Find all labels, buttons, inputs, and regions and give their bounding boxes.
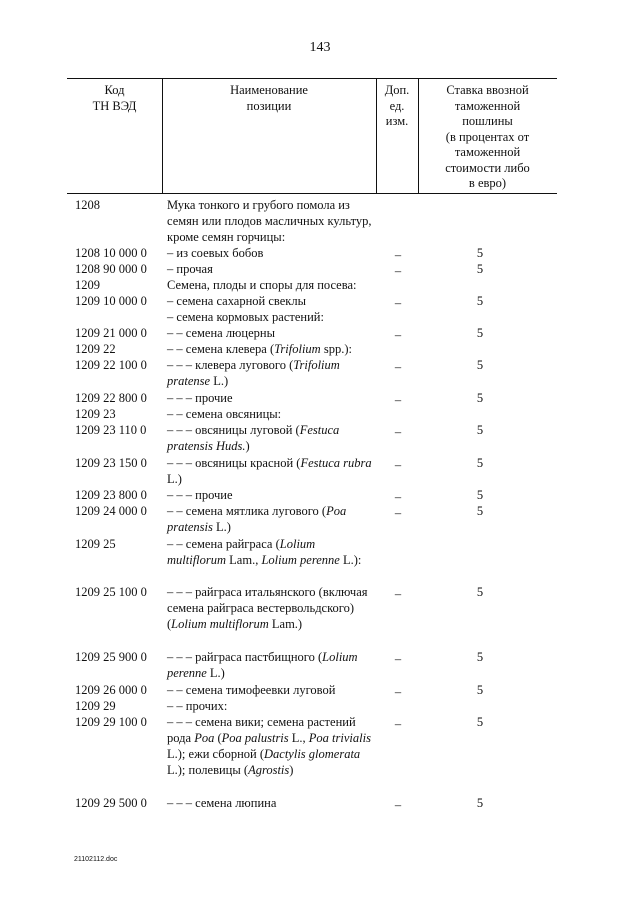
table-top-rule bbox=[67, 78, 557, 79]
row-unit: – bbox=[394, 264, 402, 278]
header-code: Код ТН ВЭД bbox=[92, 83, 137, 113]
row-rate: 5 bbox=[476, 796, 484, 810]
row-rate: 5 bbox=[476, 504, 484, 518]
row-unit: – bbox=[394, 490, 402, 504]
row-description: – – – овсяницы луговой (Festuca pratensis Huds.) bbox=[167, 423, 340, 453]
footer-filename: 21102112.doc bbox=[74, 856, 118, 863]
row-unit: – bbox=[394, 652, 402, 666]
row-code: 1209 29 100 0 bbox=[75, 715, 147, 729]
row-code: 1209 10 000 0 bbox=[75, 294, 147, 308]
row-code: 1209 bbox=[75, 278, 100, 292]
row-description: – – – клевера лугового (Trifolium pratense L.) bbox=[167, 358, 340, 388]
row-unit: – bbox=[394, 248, 402, 262]
row-description: – – семена тимофеевки луговой bbox=[167, 683, 336, 697]
row-rate: 5 bbox=[476, 326, 484, 340]
page-number: 143 bbox=[309, 40, 331, 55]
row-code: 1208 10 000 0 bbox=[75, 246, 147, 260]
row-description: Семена, плоды и споры для посева: bbox=[167, 278, 357, 292]
row-code: 1208 90 000 0 bbox=[75, 262, 147, 276]
row-unit: – bbox=[394, 587, 402, 601]
row-rate: 5 bbox=[476, 683, 484, 697]
row-description: – – – семена люпина bbox=[167, 796, 277, 810]
row-rate: 5 bbox=[476, 488, 484, 502]
row-code: 1209 22 100 0 bbox=[75, 358, 147, 372]
row-unit: – bbox=[394, 425, 402, 439]
row-code: 1209 22 800 0 bbox=[75, 391, 147, 405]
row-rate: 5 bbox=[476, 423, 484, 437]
row-unit: – bbox=[394, 360, 402, 374]
row-unit: – bbox=[394, 506, 402, 520]
row-code: 1209 25 900 0 bbox=[75, 650, 147, 664]
table-header-rule bbox=[67, 193, 557, 194]
row-description: – семена сахарной свеклы bbox=[167, 294, 306, 308]
row-code: 1209 25 bbox=[75, 537, 116, 551]
row-description: – – семена райграса (Lolium multiflorum Lam., Lolium perenne L.): bbox=[167, 537, 362, 567]
row-code: 1209 22 bbox=[75, 342, 116, 356]
row-code: 1209 29 bbox=[75, 699, 116, 713]
row-unit: – bbox=[394, 685, 402, 699]
row-description: – прочая bbox=[167, 262, 213, 276]
row-description: – – – прочие bbox=[167, 488, 233, 502]
row-description: – – – прочие bbox=[167, 391, 233, 405]
row-description: – – семена овсяницы: bbox=[167, 407, 282, 421]
row-unit: – bbox=[394, 717, 402, 731]
row-description: – – прочих: bbox=[167, 699, 228, 713]
row-rate: 5 bbox=[476, 246, 484, 260]
row-rate: 5 bbox=[476, 585, 484, 599]
row-code: 1209 26 000 0 bbox=[75, 683, 147, 697]
row-code: 1209 29 500 0 bbox=[75, 796, 147, 810]
row-unit: – bbox=[394, 393, 402, 407]
row-rate: 5 bbox=[476, 262, 484, 276]
row-code: 1209 25 100 0 bbox=[75, 585, 147, 599]
row-description: – семена кормовых растений: bbox=[167, 310, 324, 324]
row-description: – – семена мятлика лугового (Poa pratensis L.) bbox=[167, 504, 347, 534]
row-code: 1208 bbox=[75, 198, 100, 212]
row-code: 1209 24 000 0 bbox=[75, 504, 147, 518]
row-unit: – bbox=[394, 296, 402, 310]
row-code: 1209 21 000 0 bbox=[75, 326, 147, 340]
row-code: 1209 23 110 0 bbox=[75, 423, 147, 437]
row-description: – – – овсяницы красной (Festuca rubra L.) bbox=[167, 456, 372, 486]
row-rate: 5 bbox=[476, 391, 484, 405]
header-name: Наименование позиции bbox=[230, 83, 308, 113]
row-code: 1209 23 150 0 bbox=[75, 456, 147, 470]
row-description: – – семена люцерны bbox=[167, 326, 275, 340]
row-rate: 5 bbox=[476, 456, 484, 470]
row-description: – – – райграса пастбищного (Lolium perenne L.) bbox=[167, 650, 358, 680]
row-rate: 5 bbox=[476, 650, 484, 664]
row-rate: 5 bbox=[476, 358, 484, 372]
row-rate: 5 bbox=[476, 715, 484, 729]
header-unit: Доп. ед. изм. bbox=[384, 83, 410, 128]
row-description: – – – райграса итальянского (включая семена райграса вестервольдского) (Lolium multiflorum Lam.) bbox=[167, 585, 368, 631]
row-unit: – bbox=[394, 328, 402, 342]
row-code: 1209 23 bbox=[75, 407, 116, 421]
row-description: Мука тонкого и грубого помола из семян или плодов масличных культур, кроме семян горчицы: bbox=[167, 198, 372, 244]
row-description: – – – семена вики; семена растений рода Poa (Poa palustris L., Poa trivialis L.); ежи сборной (Dactylis glomerata L.); полевицы (Agrostis) bbox=[167, 715, 371, 777]
row-unit: – bbox=[394, 798, 402, 812]
row-rate: 5 bbox=[476, 294, 484, 308]
row-description: – – семена клевера (Trifolium spp.): bbox=[167, 342, 352, 356]
row-code: 1209 23 800 0 bbox=[75, 488, 147, 502]
row-unit: – bbox=[394, 458, 402, 472]
row-description: – из соевых бобов bbox=[167, 246, 264, 260]
header-rate: Ставка ввозной таможенной пошлины (в процентах от таможенной стоимости либо в евро) bbox=[445, 83, 530, 190]
